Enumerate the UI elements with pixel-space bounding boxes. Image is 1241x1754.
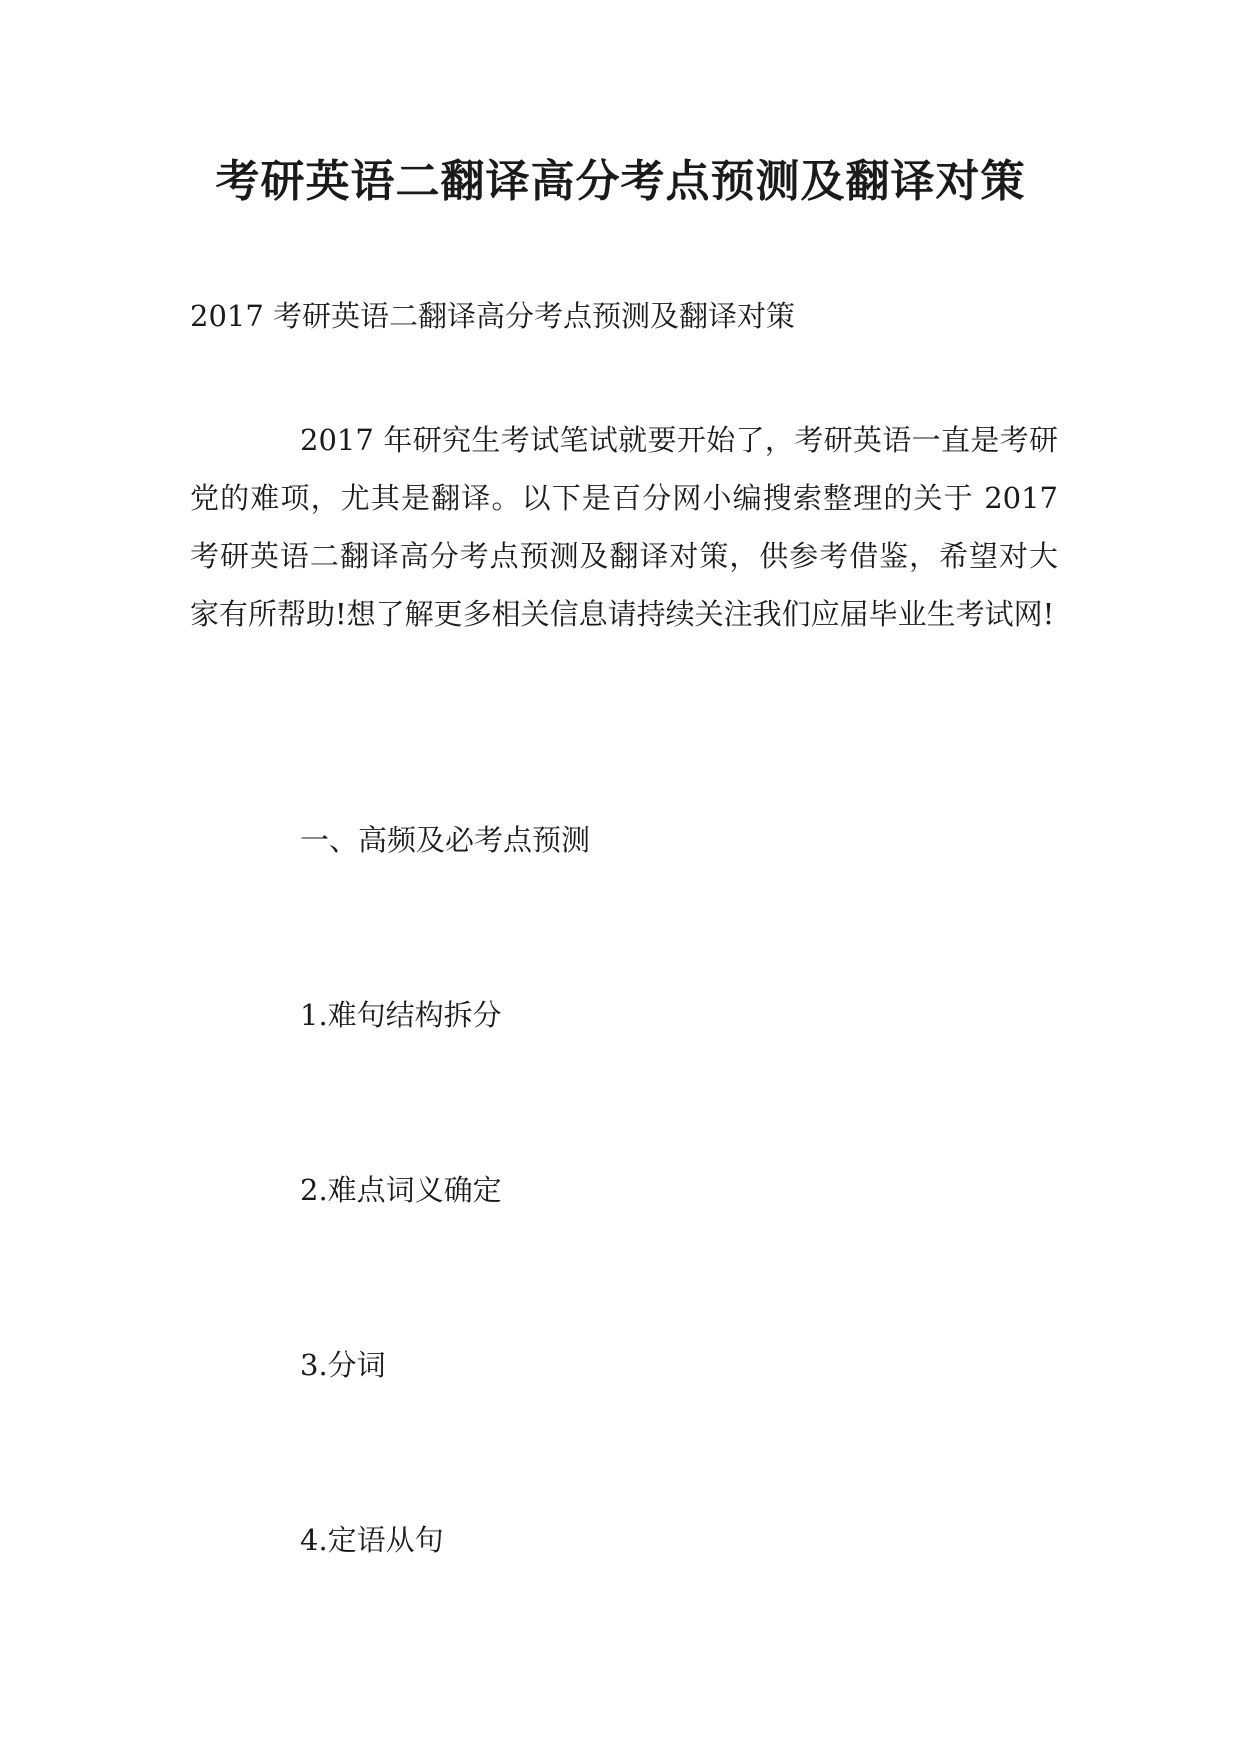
document-subtitle: 2017 考研英语二翻译高分考点预测及翻译对策 [190,299,796,333]
list-item: 4.定语从句 [300,1523,444,1557]
document-title: 考研英语二翻译高分考点预测及翻译对策 [215,156,1026,207]
list-item: 1.难句结构拆分 [300,998,502,1032]
list-item: 3.分词 [300,1348,386,1382]
list-item: 2.难点词义确定 [300,1173,502,1207]
intro-paragraph: 2017 年研究生考试笔试就要开始了，考研英语一直是考研党的难项，尤其是翻译。以下是百分网小编搜索整理的关于 2017 考研英语二翻译高分考点预测及翻译对策，供参考借鉴，希望对大家有所帮助!想了解更多相关信息请持续关注我们应届毕业生考试网! [190,423,1058,631]
section-heading: 一、高频及必考点预测 [300,823,591,857]
